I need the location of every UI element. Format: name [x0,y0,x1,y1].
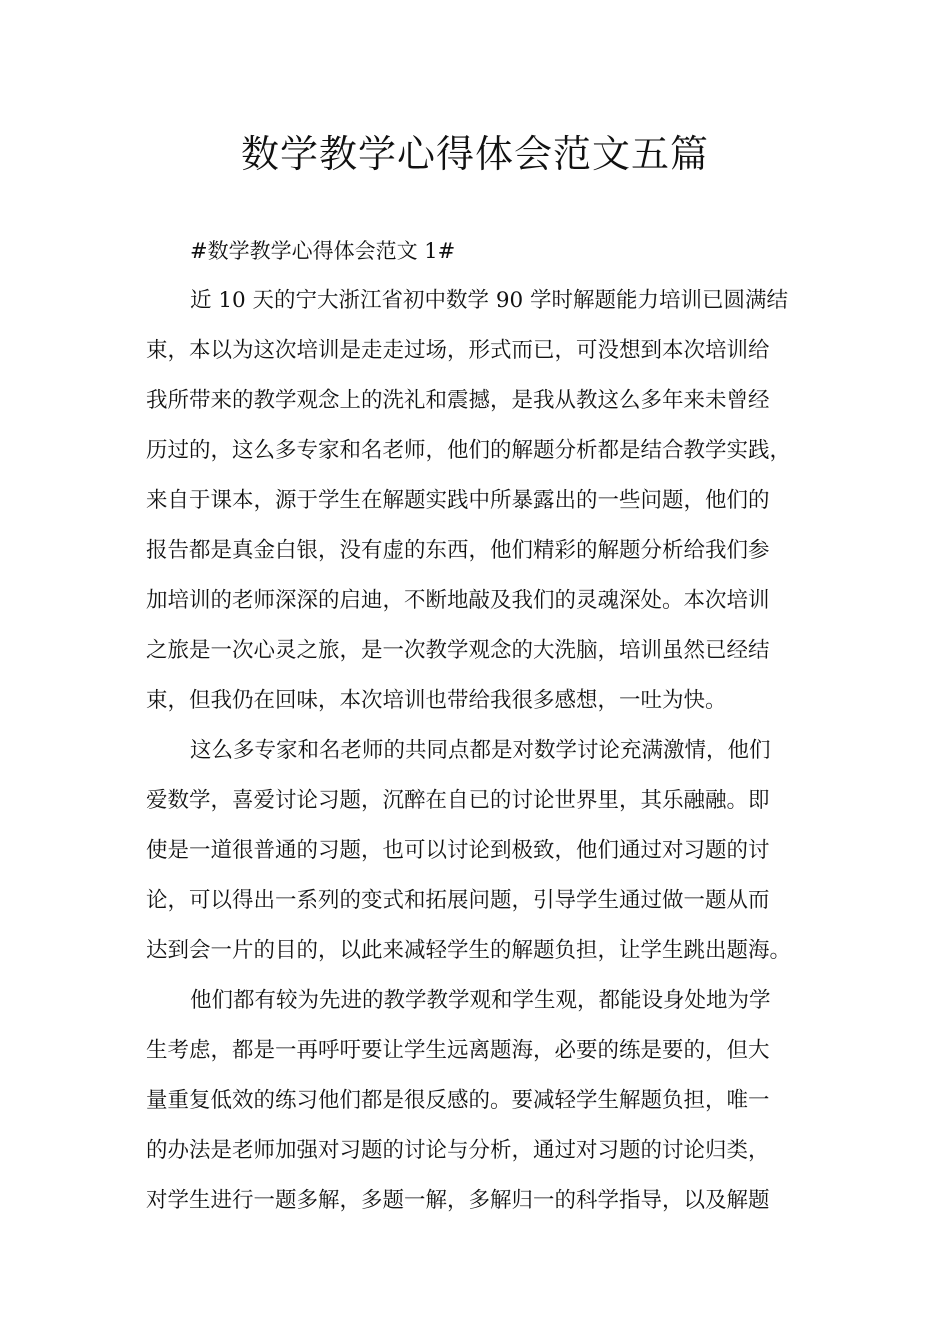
paragraph-line: 生考虑，都是一再呼吁要让学生远离题海，必要的练是要的，但大 [146,1038,770,1063]
paragraph-line: 近 10 天的宁大浙江省初中数学 90 学时解题能力培训已圆满结 [190,288,789,313]
paragraph-line: 对学生进行一题多解，多题一解，多解归一的科学指导，以及解题 [146,1188,770,1213]
paragraph-line: 爱数学，喜爱讨论习题，沉醉在自已的讨论世界里，其乐融融。即 [146,788,770,813]
paragraph-line: 他们都有较为先进的教学教学观和学生观，都能设身处地为学 [190,988,771,1013]
paragraph-line: 加培训的老师深深的启迪，不断地敲及我们的灵魂深处。本次培训 [146,588,770,613]
paragraph-line: 束，但我仍在回味，本次培训也带给我很多感想，一吐为快。 [146,688,727,713]
paragraph-line: 之旅是一次心灵之旅，是一次教学观念的大洗脑，培训虽然已经结 [146,638,770,663]
paragraph-line: 量重复低效的练习他们都是很反感的。要减轻学生解题负担，唯一 [146,1088,770,1113]
paragraph-line: 束，本以为这次培训是走走过场，形式而已，可没想到本次培训给 [146,338,770,363]
paragraph-line: 报告都是真金白银，没有虚的东西，他们精彩的解题分析给我们参 [146,538,770,563]
paragraph-line: 这么多专家和名老师的共同点都是对数学讨论充满激情，他们 [190,738,771,763]
paragraph-line: 我所带来的教学观念上的洗礼和震撼，是我从教这么多年来未曾经 [146,388,770,413]
paragraph-line: 的办法是老师加强对习题的讨论与分析，通过对习题的讨论归类， [146,1138,770,1163]
paragraph-line: 论，可以得出一系列的变式和拓展问题，引导学生通过做一题从而 [146,888,770,913]
paragraph-line: 使是一道很普通的习题，也可以讨论到极致，他们通过对习题的讨 [146,838,770,863]
paragraph-line: 历过的，这么多专家和名老师，他们的解题分析都是结合教学实践， [146,438,792,463]
section-heading: #数学教学心得体会范文 1# [190,239,456,263]
document-title: 数学教学心得体会范文五篇 [240,132,709,176]
paragraph-line: 来自于课本，源于学生在解题实践中所暴露出的一些问题，他们的 [146,488,770,513]
paragraph-line: 达到会一片的目的，以此来减轻学生的解题负担，让学生跳出题海。 [146,938,792,963]
